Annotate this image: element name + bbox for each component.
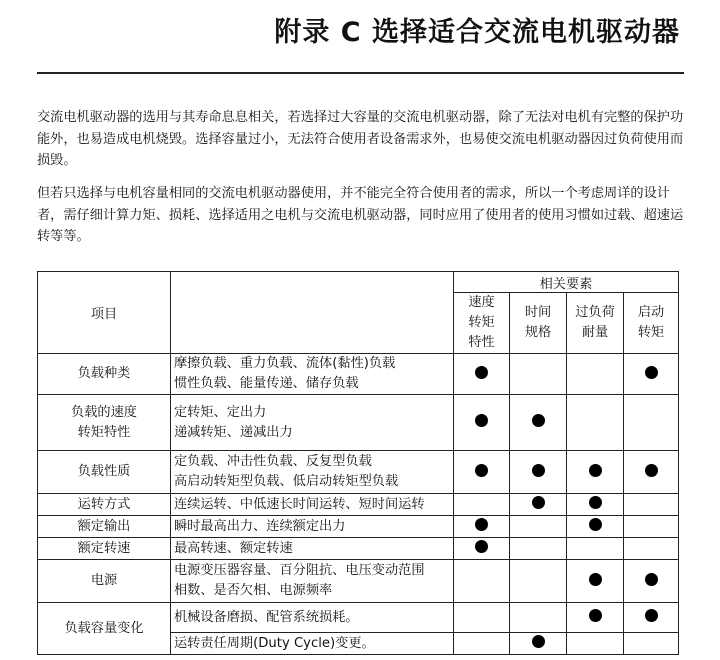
row-detail: [171, 354, 454, 395]
mark-cell: [567, 516, 624, 538]
row-item: [38, 354, 171, 395]
filled-dot-icon: [475, 464, 488, 477]
mark-cell: [567, 603, 624, 633]
mark-cell: [624, 560, 679, 603]
mark-cell: [510, 354, 567, 395]
row-item-line: 电源: [90, 573, 118, 588]
mark-cell: [454, 395, 510, 451]
mark-cell: [624, 538, 679, 560]
row-detail-line: 高启动转矩型负载、低启动转矩型负载: [174, 474, 399, 489]
table-row: [38, 603, 679, 633]
row-item: [38, 560, 171, 603]
table-body: [38, 354, 679, 655]
filled-dot-icon: [645, 366, 658, 379]
intro-paragraph-1: 交流电机驱动器的选用与其寿命息息相关，若选择过大容量的交流电机驱动器，除了无法对电机有完整的保护功能外，也易造成电机烧毁。选择容量过小，无法符合使用者设备需求外，也易使交流电机驱动器因过负荷使用而损毁。: [37, 110, 684, 168]
row-detail: [171, 560, 454, 603]
row-item-line: 运转方式: [77, 496, 131, 512]
filled-dot-icon: [645, 573, 658, 586]
mark-cell: [454, 538, 510, 560]
intro-paragraph-2: 但若只选择与电机容量相同的交流电机驱动器使用，并不能完全符合使用者的需求，所以一个考虑周详的设计者，需仔细计算力矩、损耗、选择适用之电机与交流电机驱动器，同时应用了使用者的使用习惯如过载、超速运转等等。: [37, 186, 684, 244]
row-item-line: 负载容量变化: [64, 620, 144, 636]
row-detail-line: 机械设备磨损、配管系统损耗。: [174, 609, 359, 625]
row-detail-line: 惯性负载、能量传递、储存负载: [174, 376, 359, 391]
mark-cell: [624, 395, 679, 451]
row-item-line: 负载种类: [77, 366, 131, 381]
filled-dot-icon: [589, 573, 602, 586]
table-row: [38, 538, 679, 560]
row-detail-line: 定转矩、定出力: [174, 404, 267, 420]
row-detail: [171, 494, 454, 516]
mark-cell: [454, 560, 510, 603]
mark-cell: [454, 451, 510, 494]
row-item-line: 额定转速: [77, 540, 131, 556]
filled-dot-icon: [475, 414, 488, 427]
mark-cell: [567, 395, 624, 451]
table-row: [38, 451, 679, 494]
row-item: [38, 603, 171, 655]
header-related-factors: 相关要素: [454, 272, 679, 293]
mark-cell: [567, 560, 624, 603]
filled-dot-icon: [589, 464, 602, 477]
filled-dot-icon: [645, 609, 658, 622]
mark-cell: [454, 354, 510, 395]
table-row: [38, 494, 679, 516]
mark-cell: [510, 560, 567, 603]
mark-cell: [567, 538, 624, 560]
row-detail-line: 运转责任周期(Duty Cycle)变更。: [174, 635, 375, 651]
row-item-line: 负载性质: [77, 464, 131, 479]
mark-cell: [624, 354, 679, 395]
filled-dot-icon: [532, 496, 545, 509]
mark-cell: [624, 633, 679, 655]
row-detail: [171, 633, 454, 655]
table-row: [38, 516, 679, 538]
row-detail: [171, 538, 454, 560]
row-item: [38, 516, 171, 538]
row-detail: [171, 451, 454, 494]
row-detail-line: 最高转速、额定转速: [174, 540, 293, 556]
row-detail-line: 电源变压器容量、百分阻抗、电压变动范围: [174, 563, 425, 578]
mark-cell: [567, 451, 624, 494]
row-detail: [171, 516, 454, 538]
header-item-detail: [171, 272, 454, 354]
row-item-line: 负载的速度: [71, 404, 137, 420]
row-detail-line: 定负载、冲击性负载、反复型负载: [174, 454, 372, 469]
filled-dot-icon: [532, 464, 545, 477]
row-detail-line: 递减转矩、递减出力: [174, 424, 293, 440]
title-rule: [37, 72, 684, 74]
mark-cell: [510, 395, 567, 451]
row-item: [38, 494, 171, 516]
header-speed-torque: 速度 转矩 特性: [454, 293, 510, 354]
mark-cell: [510, 516, 567, 538]
mark-cell: [567, 633, 624, 655]
row-item-line: 转矩特性: [77, 424, 131, 440]
mark-cell: [510, 494, 567, 516]
filled-dot-icon: [589, 496, 602, 509]
filled-dot-icon: [475, 518, 488, 531]
mark-cell: [454, 516, 510, 538]
mark-cell: [624, 494, 679, 516]
row-detail-line: 瞬时最高出力、连续额定出力: [174, 518, 346, 534]
selection-factor-table: [37, 271, 679, 655]
row-detail-line: 连续运转、中低速长时间运转、短时间运转: [174, 496, 425, 512]
row-detail-line: 摩擦负载、重力负载、流体(黏性)负载: [174, 356, 396, 371]
mark-cell: [454, 633, 510, 655]
filled-dot-icon: [532, 414, 545, 427]
header-start-torque: 启动 转矩: [624, 293, 679, 354]
mark-cell: [624, 516, 679, 538]
header-item: 项目: [38, 272, 171, 354]
filled-dot-icon: [475, 366, 488, 379]
table-row: [38, 395, 679, 451]
row-detail: [171, 395, 454, 451]
row-detail-line: 相数、是否欠相、电源频率: [174, 583, 333, 598]
row-item-line: 额定输出: [77, 518, 131, 534]
mark-cell: [567, 494, 624, 516]
header-overload: 过负荷 耐量: [567, 293, 624, 354]
mark-cell: [624, 603, 679, 633]
mark-cell: [454, 494, 510, 516]
mark-cell: [510, 538, 567, 560]
mark-cell: [510, 603, 567, 633]
filled-dot-icon: [589, 518, 602, 531]
filled-dot-icon: [645, 464, 658, 477]
page-title: 附录 C 选择适合交流电机驱动器: [274, 17, 680, 48]
mark-cell: [454, 603, 510, 633]
filled-dot-icon: [532, 635, 545, 648]
row-item: [38, 538, 171, 560]
row-item: [38, 395, 171, 451]
row-item: [38, 451, 171, 494]
table-row: [38, 354, 679, 395]
table-row: [38, 560, 679, 603]
filled-dot-icon: [589, 609, 602, 622]
row-detail: [171, 603, 454, 633]
mark-cell: [510, 451, 567, 494]
mark-cell: [567, 354, 624, 395]
filled-dot-icon: [475, 540, 488, 553]
mark-cell: [624, 451, 679, 494]
mark-cell: [510, 633, 567, 655]
header-time-spec: 时间 规格: [510, 293, 567, 354]
